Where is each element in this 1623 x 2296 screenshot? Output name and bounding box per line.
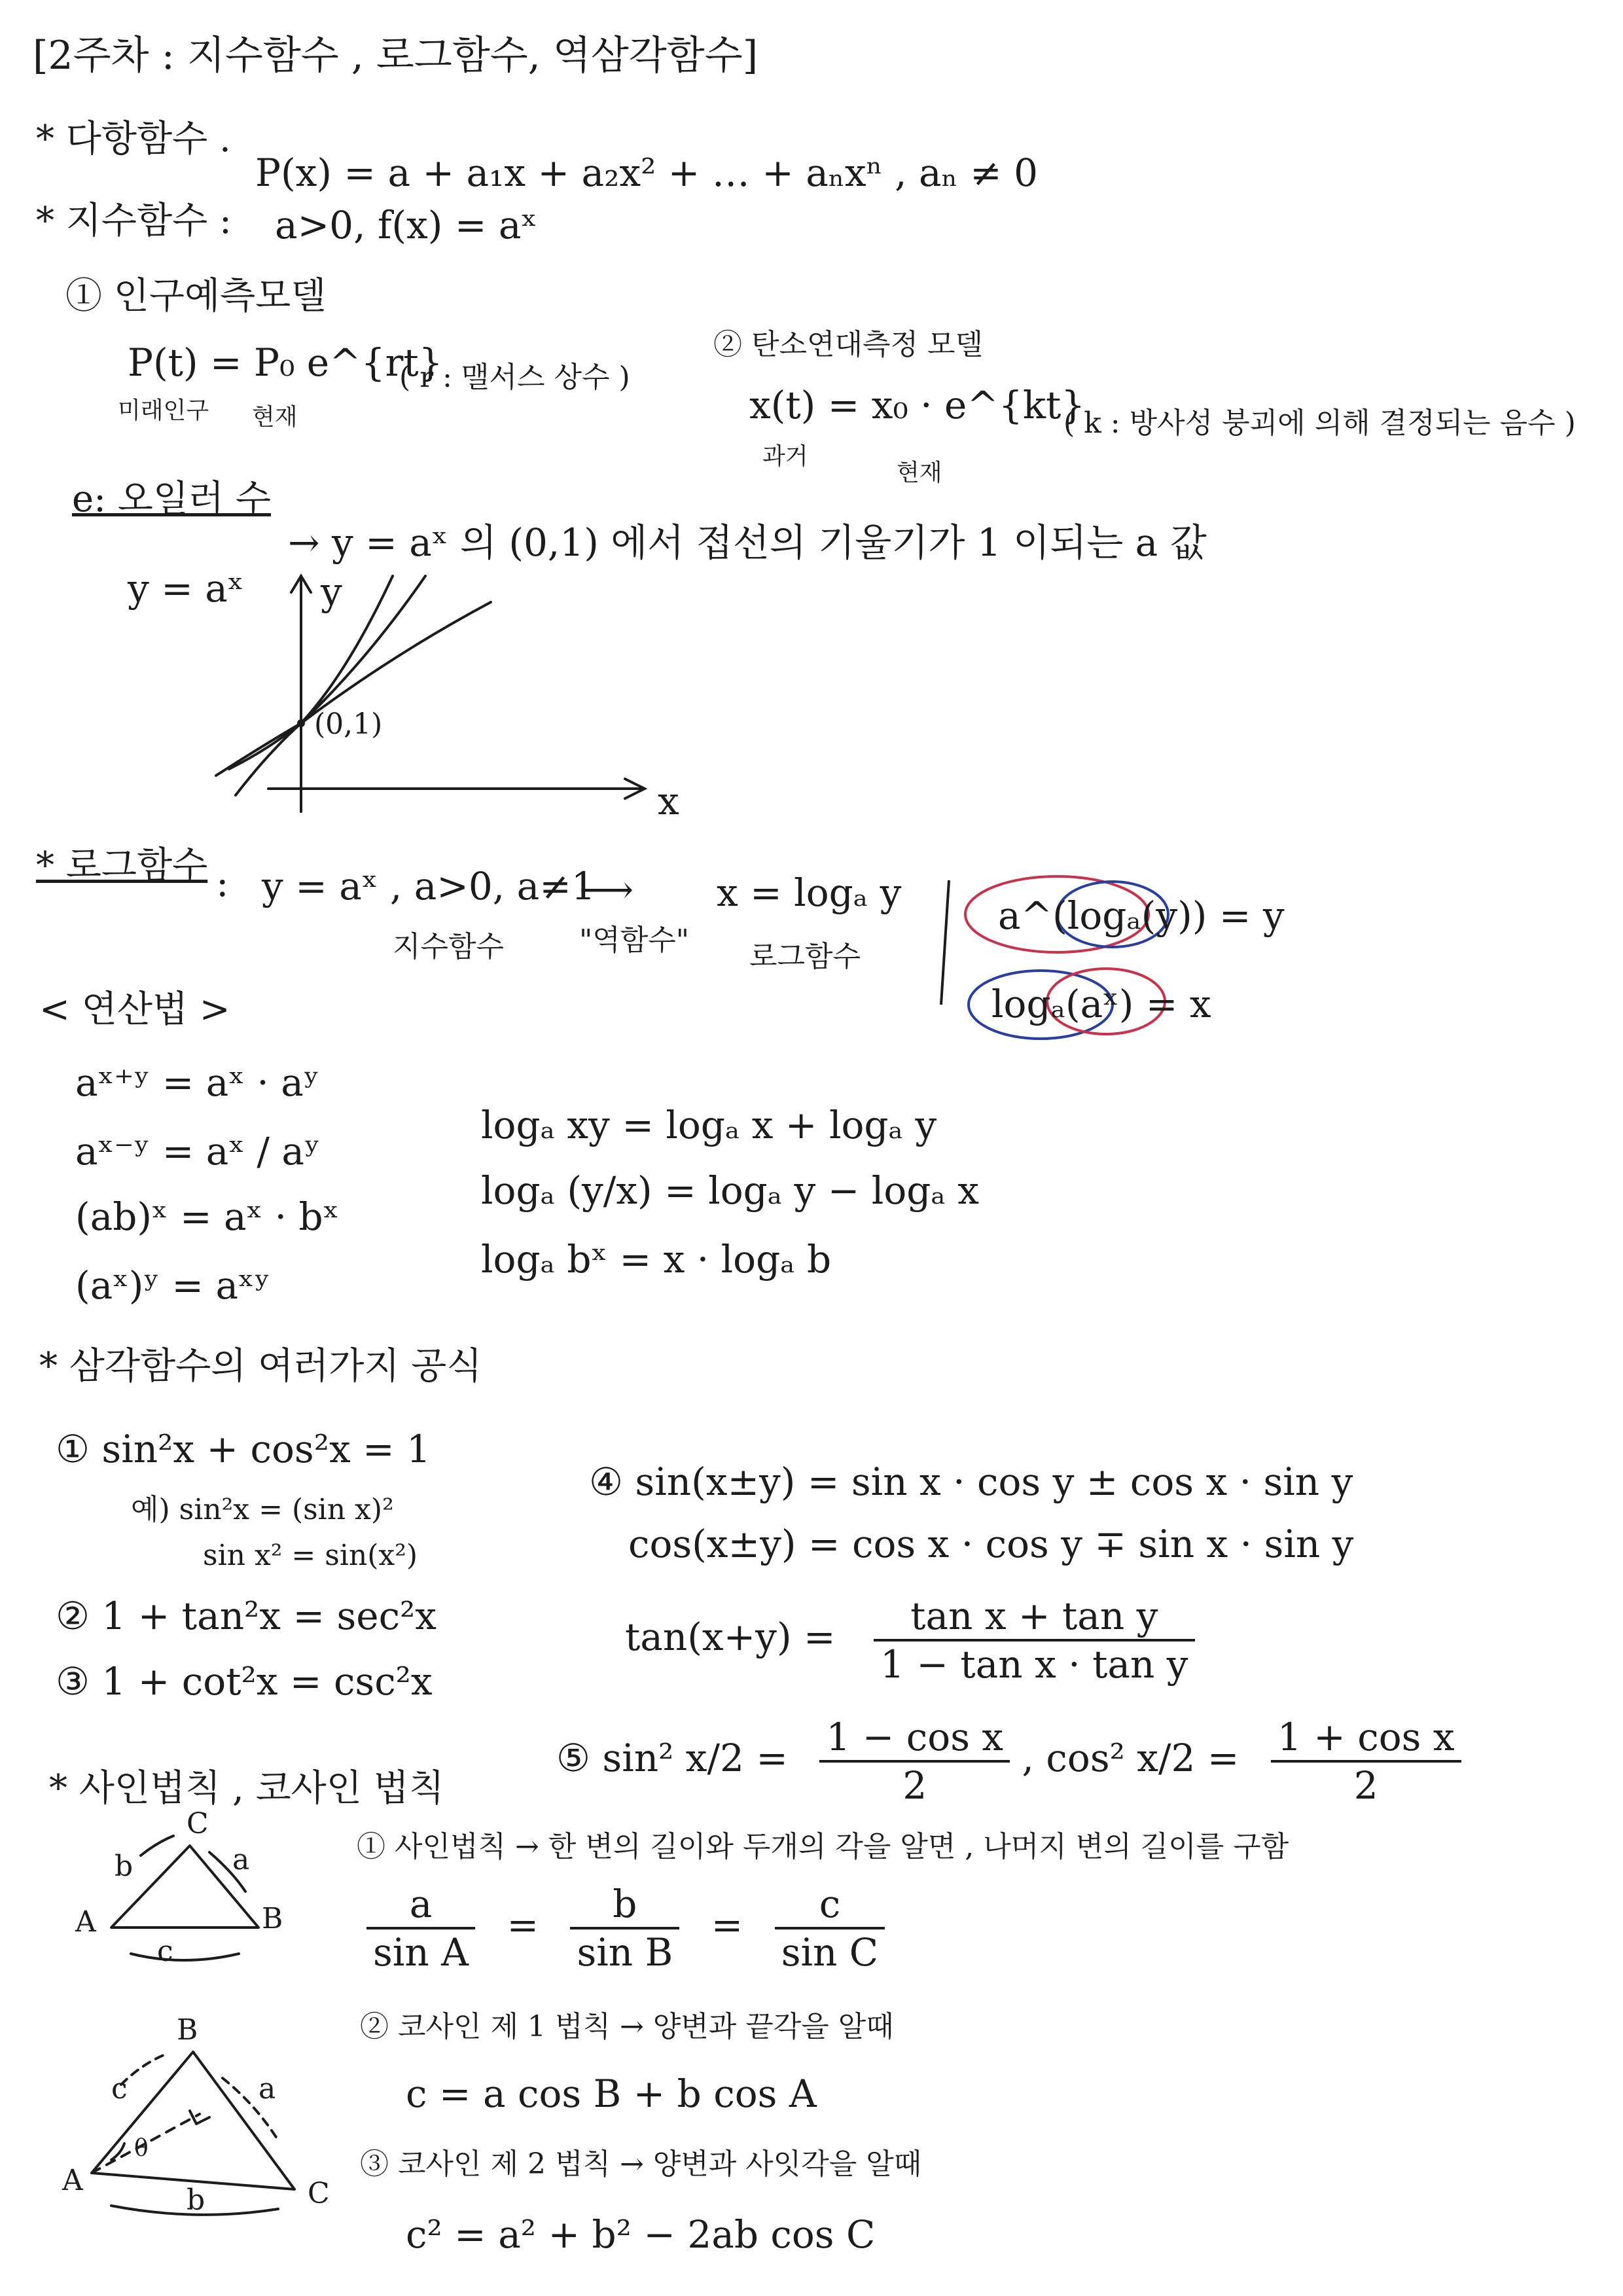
tan-sum-denominator: 1 − tan x · tan y [880, 1642, 1188, 1687]
triangle-2-right-angle [190, 2111, 209, 2124]
exponential-formula: a>0, f(x) = aˣ [275, 203, 538, 247]
triangle-1-side-a: a [232, 1843, 250, 1876]
half-angle-sin-left: ⑤ sin² x/2 = [556, 1736, 788, 1781]
carbon-model-title: ② 탄소연대측정 모델 [713, 328, 984, 361]
rule-left-3: (ab)ˣ = aˣ · bˣ [75, 1194, 340, 1239]
population-now-label: 현재 [252, 404, 298, 431]
triangle-2-side-a: a [259, 2072, 276, 2106]
trig-formula-1-example-1: 예) sin²x = (sin x)² [131, 1493, 394, 1526]
sine-law-title: ① 사인법칙 → 한 변의 길이와 두개의 각을 알면 , 나머지 변의 길이를 구함 [357, 1830, 1289, 1863]
graph-function-label: y = aˣ [128, 566, 244, 611]
cosine-law-1-formula: c = a cos B + b cos A [406, 2072, 817, 2116]
log-arrow: ⟶ [579, 867, 634, 912]
triangle-2-vertex-b: B [177, 2013, 198, 2047]
triangle-1-vertex-b: B [262, 1902, 283, 1935]
polynomial-label: * 다항함수 . [36, 118, 231, 160]
laws-heading: * 사인법칙 , 코사인 법칙 [49, 1767, 444, 1810]
carbon-formula: x(t) = x₀ · e^{kt} [749, 383, 1086, 427]
exponential-label: * 지수함수 : [36, 200, 232, 242]
tan-sum-numerator: tan x + tan y [874, 1597, 1195, 1641]
rule-left-2: aˣ⁻ʸ = aˣ / aʸ [75, 1129, 321, 1174]
sine-law-equals-2: = [711, 1903, 743, 1948]
sine-law-denominator-c: sin C [781, 1930, 879, 1975]
half-angle-cos-left: , cos² x/2 = [1022, 1736, 1240, 1781]
triangle-1-side-b: b [115, 1850, 134, 1883]
log-sub-exponential: 지수함수 [393, 930, 505, 963]
sine-law-numerator-a: a [366, 1885, 475, 1929]
sine-law-equals-1: = [507, 1903, 539, 1948]
trig-formula-3: ③ 1 + cot²x = csc²x [56, 1659, 433, 1704]
population-note: ( r : 맬서스 상수 ) [399, 361, 630, 394]
trig-formula-4-sin: ④ sin(x±y) = sin x · cos y ± cos x · sin y [589, 1460, 1353, 1504]
triangle-2-arc-c [121, 2055, 164, 2085]
log-relation: y = aˣ , a>0, a≠1 [262, 864, 596, 908]
page-title: [2주차 : 지수함수 , 로그함수, 역삼각함수] [33, 33, 758, 79]
triangle-2-side-c: c [111, 2072, 128, 2106]
log-result: x = logₐ y [717, 870, 902, 915]
log-sub-log: 로그함수 [749, 940, 861, 973]
carbon-now-label: 현재 [897, 459, 942, 486]
rule-right-2: logₐ (y/x) = logₐ y − logₐ x [481, 1168, 979, 1213]
triangle-2-vertex-a: A [62, 2164, 83, 2197]
log-identity-1: a^(logₐ(y)) = y [998, 893, 1285, 938]
log-sub-inverse: "역함수" [579, 924, 689, 957]
rule-left-4: (aˣ)ʸ = aˣʸ [75, 1263, 271, 1308]
log-colon: : [216, 861, 229, 905]
half-angle-cos-numerator: 1 + cos x [1271, 1718, 1461, 1763]
euler-number-description: → y = aˣ 의 (0,1) 에서 접선의 기울기가 1 이되는 a 값 [288, 520, 1207, 565]
cosine-law-2-formula: c² = a² + b² − 2ab cos C [406, 2212, 876, 2257]
graph-y-axis-label: y [321, 569, 342, 614]
euler-number-label: e: 오일러 수 [72, 478, 271, 520]
triangle-1-vertex-a: A [75, 1905, 96, 1939]
rule-left-1: aˣ⁺ʸ = aˣ · aʸ [75, 1060, 320, 1105]
population-future-label: 미래인구 [118, 397, 209, 424]
trig-heading: * 삼각함수의 여러가지 공식 [39, 1345, 482, 1388]
triangle-1-side-c: c [157, 1935, 173, 1968]
graph-x-axis-label: x [658, 779, 679, 823]
sine-law-numerator-c: c [775, 1885, 885, 1929]
rule-right-3: logₐ bˣ = x · logₐ b [481, 1237, 832, 1282]
tan-sum-left: tan(x+y) = [625, 1615, 836, 1660]
sine-law-denominator-b: sin B [577, 1930, 673, 1975]
rule-right-1: logₐ xy = logₐ x + logₐ y [481, 1103, 937, 1147]
sine-law-numerator-b: b [570, 1885, 679, 1929]
triangle-1-vertex-c: C [187, 1807, 209, 1840]
carbon-past-label: 과거 [762, 443, 808, 470]
population-formula: P(t) = P₀ e^{rt} [128, 340, 443, 385]
log-identity-2: logₐ(aˣ) = x [991, 982, 1211, 1026]
polynomial-formula: P(x) = a + a₁x + a₂x² + … + aₙxⁿ , aₙ ≠ 0 [255, 151, 1039, 195]
log-label: * 로그함수 [36, 844, 208, 887]
rules-heading: < 연산법 > [39, 988, 230, 1031]
population-model-title: ① 인구예측모델 [65, 275, 327, 317]
sine-law-denominator-a: sin A [373, 1930, 469, 1975]
half-angle-sin-numerator: 1 − cos x [819, 1718, 1010, 1763]
trig-formula-1: ① sin²x + cos²x = 1 [56, 1427, 431, 1471]
triangle-2-theta: θ [134, 2135, 149, 2162]
half-angle-cos-denominator: 2 [1353, 1763, 1378, 1808]
trig-formula-1-example-2: sin x² = sin(x²) [203, 1539, 418, 1572]
triangle-2-vertex-c: C [308, 2177, 330, 2210]
graph-point-label: (0,1) [314, 708, 383, 741]
half-angle-sin-denominator: 2 [902, 1763, 927, 1808]
triangle-2-side-b: b [187, 2183, 205, 2217]
trig-formula-2: ② 1 + tan²x = sec²x [56, 1594, 437, 1638]
cosine-law-1-title: ② 코사인 제 1 법칙 → 양변과 끝각을 알때 [360, 2010, 894, 2043]
cosine-law-2-title: ③ 코사인 제 2 법칙 → 양변과 사잇각을 알때 [360, 2147, 922, 2181]
trig-formula-4-cos: cos(x±y) = cos x · cos y ∓ sin x · sin y [628, 1522, 1354, 1566]
carbon-note: ( k : 방사성 붕괴에 의해 결정되는 음수 ) [1063, 406, 1576, 440]
